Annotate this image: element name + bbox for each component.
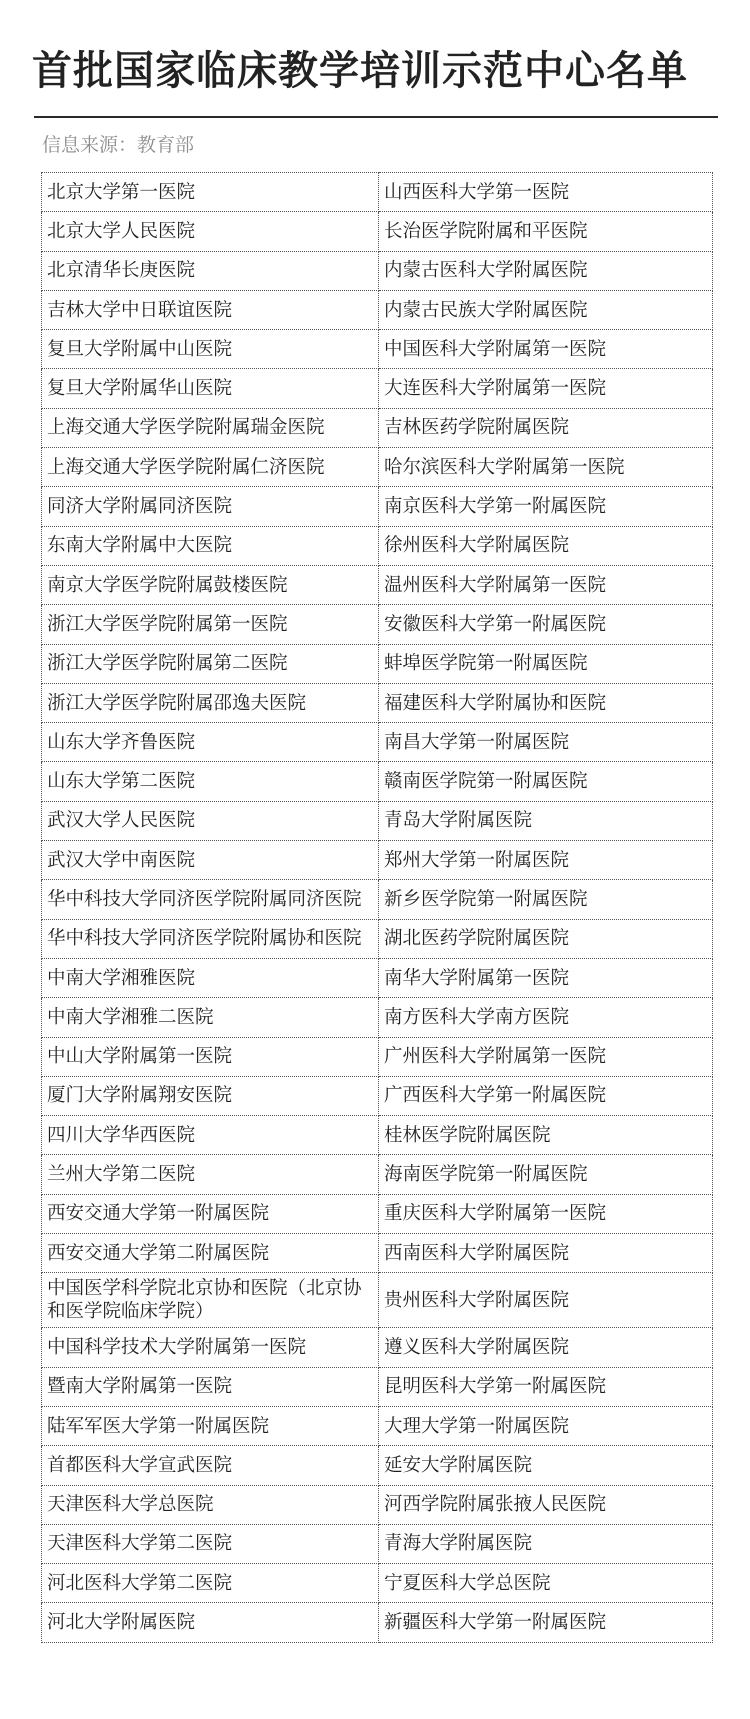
hospital-cell-left: 武汉大学人民医院 [42, 801, 379, 840]
table-row [42, 1485, 713, 1524]
hospital-cell-right: 新疆医科大学第一附属医院 [379, 1603, 713, 1642]
table-row [42, 605, 713, 644]
table-row [42, 330, 713, 369]
table-row [42, 1273, 713, 1328]
hospital-cell-right: 蚌埠医学院第一附属医院 [379, 644, 713, 683]
hospital-cell-left: 华中科技大学同济医学院附属协和医院 [42, 919, 379, 958]
hospital-cell-left: 复旦大学附属中山医院 [42, 330, 379, 369]
hospital-cell-left: 吉林大学中日联谊医院 [42, 290, 379, 329]
hospital-cell-left: 河北医科大学第二医院 [42, 1564, 379, 1603]
table-row [42, 683, 713, 722]
hospital-cell-right: 郑州大学第一附属医院 [379, 841, 713, 880]
hospital-cell-left: 西安交通大学第二附属医院 [42, 1234, 379, 1273]
hospital-cell-right: 西南医科大学附属医院 [379, 1234, 713, 1273]
hospital-cell-left: 南京大学医学院附属鼓楼医院 [42, 565, 379, 604]
table-row [42, 644, 713, 683]
table-row [42, 565, 713, 604]
hospital-cell-right: 遵义医科大学附属医院 [379, 1328, 713, 1367]
hospital-cell-right: 南方医科大学南方医院 [379, 998, 713, 1037]
table-row [42, 1603, 713, 1642]
hospital-cell-right: 桂林医学院附属医院 [379, 1116, 713, 1155]
hospital-cell-right: 延安大学附属医院 [379, 1446, 713, 1485]
table-row [42, 448, 713, 487]
hospital-cell-right: 温州医科大学附属第一医院 [379, 565, 713, 604]
hospital-cell-left: 山东大学第二医院 [42, 762, 379, 801]
hospital-cell-right: 安徽医科大学第一附属医院 [379, 605, 713, 644]
hospital-cell-left: 首都医科大学宣武医院 [42, 1446, 379, 1485]
hospital-cell-right: 内蒙古民族大学附属医院 [379, 290, 713, 329]
table-row [42, 919, 713, 958]
table-row [42, 1076, 713, 1115]
hospital-cell-left: 中南大学湘雅医院 [42, 958, 379, 997]
hospital-cell-right: 湖北医药学院附属医院 [379, 919, 713, 958]
table-row [42, 1155, 713, 1194]
table-row [42, 408, 713, 447]
table-row [42, 1194, 713, 1233]
hospital-cell-left: 山东大学齐鲁医院 [42, 723, 379, 762]
table-row [42, 1406, 713, 1445]
hospital-cell-right: 中国医科大学附属第一医院 [379, 330, 713, 369]
hospital-cell-right: 宁夏医科大学总医院 [379, 1564, 713, 1603]
table-row [42, 880, 713, 919]
hospital-cell-right: 吉林医药学院附属医院 [379, 408, 713, 447]
table-row [42, 1564, 713, 1603]
hospital-cell-left: 华中科技大学同济医学院附属同济医院 [42, 880, 379, 919]
table-row [42, 1116, 713, 1155]
hospital-cell-left: 天津医科大学第二医院 [42, 1524, 379, 1563]
hospital-cell-left: 河北大学附属医院 [42, 1603, 379, 1642]
hospital-cell-left: 浙江大学医学院附属第一医院 [42, 605, 379, 644]
table-row [42, 526, 713, 565]
hospital-cell-left: 厦门大学附属翔安医院 [42, 1076, 379, 1115]
page-title: 首批国家临床教学培训示范中心名单 [32, 48, 688, 94]
hospital-cell-right: 河西学院附属张掖人民医院 [379, 1485, 713, 1524]
table-row [42, 958, 713, 997]
hospital-cell-right: 重庆医科大学附属第一医院 [379, 1194, 713, 1233]
table-row [42, 173, 713, 212]
hospital-cell-right: 海南医学院第一附属医院 [379, 1155, 713, 1194]
table-row [42, 998, 713, 1037]
hospital-cell-right: 长治医学院附属和平医院 [379, 212, 713, 251]
hospital-cell-left: 天津医科大学总医院 [42, 1485, 379, 1524]
hospital-cell-right: 南昌大学第一附属医院 [379, 723, 713, 762]
hospital-cell-left: 兰州大学第二医院 [42, 1155, 379, 1194]
hospital-cell-left: 北京清华长庚医院 [42, 251, 379, 290]
table-row [42, 1446, 713, 1485]
hospital-cell-right: 广西医科大学第一附属医院 [379, 1076, 713, 1115]
hospital-cell-right: 山西医科大学第一医院 [379, 173, 713, 212]
hospital-cell-right: 大理大学第一附属医院 [379, 1406, 713, 1445]
table-row [42, 1234, 713, 1273]
table-row [42, 1037, 713, 1076]
table-row [42, 1367, 713, 1406]
hospital-cell-left: 上海交通大学医学院附属仁济医院 [42, 448, 379, 487]
hospital-cell-left: 四川大学华西医院 [42, 1116, 379, 1155]
hospital-cell-left: 浙江大学医学院附属第二医院 [42, 644, 379, 683]
hospital-cell-right: 青岛大学附属医院 [379, 801, 713, 840]
table-row [42, 723, 713, 762]
hospital-cell-left: 武汉大学中南医院 [42, 841, 379, 880]
hospital-cell-left: 同济大学附属同济医院 [42, 487, 379, 526]
table-row [42, 1524, 713, 1563]
hospital-cell-right: 新乡医学院第一附属医院 [379, 880, 713, 919]
hospital-cell-right: 赣南医学院第一附属医院 [379, 762, 713, 801]
hospital-cell-left: 复旦大学附属华山医院 [42, 369, 379, 408]
table-row [42, 251, 713, 290]
hospital-cell-right: 徐州医科大学附属医院 [379, 526, 713, 565]
hospital-cell-right: 大连医科大学附属第一医院 [379, 369, 713, 408]
hospital-cell-left: 北京大学人民医院 [42, 212, 379, 251]
hospital-cell-right: 哈尔滨医科大学附属第一医院 [379, 448, 713, 487]
hospital-cell-left: 西安交通大学第一附属医院 [42, 1194, 379, 1233]
source-note: 信息来源：教育部 [42, 134, 195, 156]
table-row [42, 801, 713, 840]
table-row [42, 290, 713, 329]
hospital-list-body [42, 173, 713, 1643]
table-row [42, 487, 713, 526]
hospital-cell-right: 福建医科大学附属协和医院 [379, 683, 713, 722]
hospital-list-table [41, 172, 713, 1643]
hospital-cell-left: 中南大学湘雅二医院 [42, 998, 379, 1037]
hospital-cell-right: 贵州医科大学附属医院 [379, 1273, 713, 1328]
hospital-cell-left: 中国医学科学院北京协和医院（北京协和医学院临床学院） [42, 1273, 379, 1328]
hospital-cell-right: 广州医科大学附属第一医院 [379, 1037, 713, 1076]
hospital-cell-right: 昆明医科大学第一附属医院 [379, 1367, 713, 1406]
hospital-cell-right: 南京医科大学第一附属医院 [379, 487, 713, 526]
table-row [42, 1328, 713, 1367]
table-row [42, 212, 713, 251]
table-row [42, 369, 713, 408]
hospital-cell-right: 青海大学附属医院 [379, 1524, 713, 1563]
hospital-cell-right: 内蒙古医科大学附属医院 [379, 251, 713, 290]
title-divider [34, 116, 718, 118]
table-row [42, 762, 713, 801]
hospital-cell-left: 陆军军医大学第一附属医院 [42, 1406, 379, 1445]
hospital-cell-left: 暨南大学附属第一医院 [42, 1367, 379, 1406]
hospital-cell-left: 浙江大学医学院附属邵逸夫医院 [42, 683, 379, 722]
hospital-cell-left: 上海交通大学医学院附属瑞金医院 [42, 408, 379, 447]
hospital-cell-left: 东南大学附属中大医院 [42, 526, 379, 565]
hospital-cell-left: 中山大学附属第一医院 [42, 1037, 379, 1076]
table-row [42, 841, 713, 880]
hospital-cell-right: 南华大学附属第一医院 [379, 958, 713, 997]
hospital-cell-left: 中国科学技术大学附属第一医院 [42, 1328, 379, 1367]
hospital-cell-left: 北京大学第一医院 [42, 173, 379, 212]
